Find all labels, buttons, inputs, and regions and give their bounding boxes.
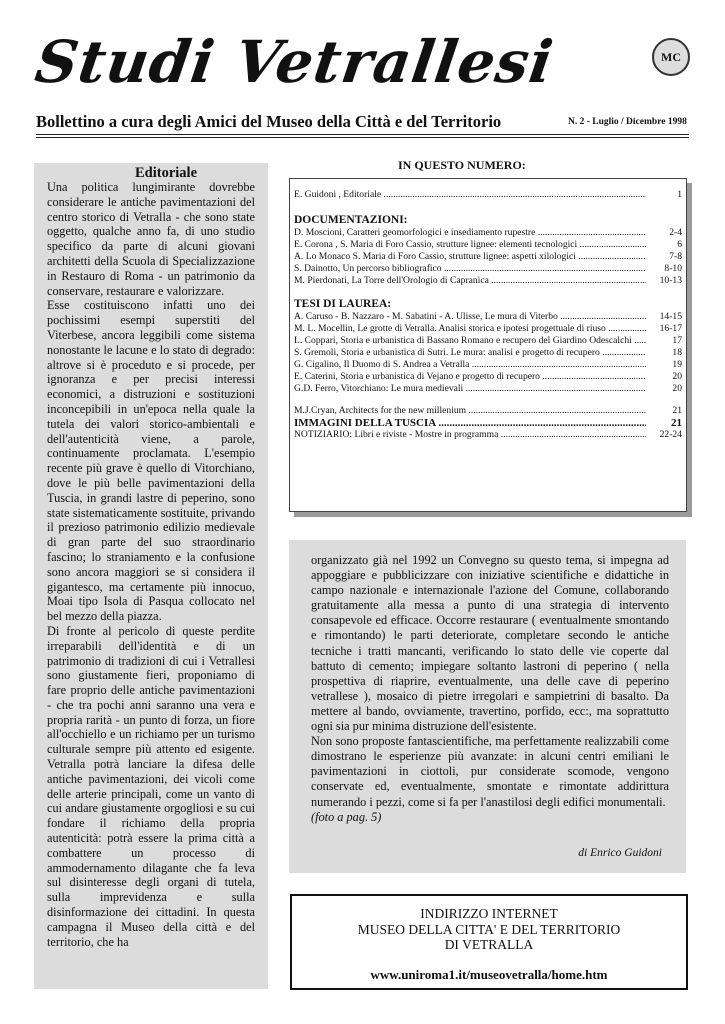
toc-page: 6 [677, 239, 682, 250]
toc-entry: IMMAGINI DELLA TUSCIA ..... [294, 417, 646, 429]
author-signature: di Enrico Guidoni [578, 847, 662, 859]
continuation-body [311, 553, 669, 825]
toc-page: 22-24 [659, 429, 682, 440]
toc-title: IN QUESTO NUMERO: [398, 158, 526, 172]
internet-address-box [290, 894, 688, 990]
toc-row [290, 347, 686, 359]
toc-row [290, 239, 686, 251]
editorial-paragraph: Una politica lungimirante dovrebbe considerare le antiche pavimentazioni del centro storico di Vetralla - che sono state oggetto, qualche anno fa, di uno studio specifico da parte di alcuni giovani architetti della Scuola di Specializzazione in Restauro di Roma - un patrimonio da conservare, restaurare e valorizzare. [47, 180, 255, 298]
masthead-title: Studi Vetrallesi [31, 28, 558, 96]
editorial-heading: Editoriale [134, 165, 198, 181]
address-line: DI VETRALLA [444, 937, 534, 952]
toc-page: 20 [672, 371, 682, 382]
editorial-paragraph: Esse costituiscono infatti uno dei pochissimi esempi superstiti del Viterbese, ancora leggibili come sistema nonostante le lacune e lo stato di degrado: altrove si è proceduto e si procede, per ignoranza e per precisi interessi economici, a distruzioni e sostituzioni inconcepibili in un'epoca nella quale la tutela dei valori storico-ambientali e dell'autenticità viene, a parole, continuamente proclamata. L'esempio recente più grave è quello di Vitorchiano, dove le più belle pavimentazioni della Tuscia, in grandi lastre di peperino, sono state sistematicamente sostituite, privando il prezioso patrimonio edilizio medievale di gran parte del suo straordinario fascino; lo straniamento e la confusione sono ancora maggiori se si considera il gigantesco, ma certamente più innocuo, Moai tipo Isola di Pasqua collocato nel bel mezzo della piazza. [47, 298, 255, 624]
toc-row [290, 227, 686, 239]
toc-page: 14-15 [659, 311, 682, 322]
toc-row [290, 371, 686, 383]
table-of-contents [289, 178, 687, 512]
toc-page: 18 [672, 347, 682, 358]
toc-entry: D. Moscioni, Caratteri geomorfologici e insediamento rupestre ..... [294, 227, 646, 239]
toc-row [290, 383, 686, 395]
photo-note: (foto a pag. 5) [311, 809, 382, 824]
toc-page: 17 [672, 335, 682, 346]
toc-row [290, 405, 686, 417]
toc-row [290, 359, 686, 371]
toc-page: 8-10 [664, 263, 682, 274]
toc-entry: M. Pierdonati, La Torre dell'Orologio di Capranica ..... [294, 275, 646, 287]
address-line: MUSEO DELLA CITTA' E DEL TERRITORIO [357, 921, 621, 937]
address-line: INDIRIZZO INTERNET [420, 906, 558, 921]
toc-page: 16-17 [659, 323, 682, 334]
toc-row [290, 263, 686, 275]
header-rule [36, 134, 689, 135]
toc-row [290, 275, 686, 287]
toc-entry: M.J.Cryan, Architects for the new millenium ..... [294, 405, 646, 417]
toc-entry: NOTIZIARIO: Libri e riviste - Mostre in programma ..... [294, 429, 646, 441]
editorial-continuation [289, 540, 686, 873]
toc-entry: E. Corona , S. Maria di Foro Cassio, strutture lignee: elementi tecnologici ..... [294, 239, 646, 251]
editorial-paragraph: Di fronte al pericolo di queste perdite irreparabili dell'identità e di un patrimonio di tradizioni di cui i Vetrallesi sono giustamente fieri, proponiamo di fare proprio delle antiche pavimentazioni - che tra pochi anni saranno una vera e propria rarità - un punto di forza, un fiore all'occhiello e un richiamo per un turismo culturale sempre più attento ed esigente. Vetralla potrà lanciare la difesa delle antiche pavimentazioni, dei vicoli come delle arterie principali, come un vanto di cui andare giustamente orgogliosi e su cui fondare il richiamo della propria autenticità: potrà essere la prima città a combattere un processo di ammodernamento dilagante che fa leva sul disinteresse degli organi di tutela, sulla imprevidenza e sulla disinformazione dei cittadini. In questa campagna il Museo della città e del territorio, che ha [47, 623, 255, 949]
toc-row [290, 429, 686, 441]
toc-row [290, 251, 686, 263]
toc-page: 21 [672, 405, 682, 416]
toc-entry: G. Cigalino, Il Duomo di S. Andrea a Vetralla ..... [294, 359, 646, 371]
toc-entry: E. Caterini, Storia e urbanistica di Vejano e progetto di recupero ..... [294, 371, 646, 383]
toc-page: 21 [671, 417, 682, 429]
toc-page: 2-4 [669, 227, 682, 238]
toc-entry: M. L. Mocellin, Le grotte di Vetralla. Analisi storica e ipotesi progettuale di riuso ..... [294, 323, 646, 335]
museum-logo: MC [652, 38, 690, 76]
toc-entry: S. Gremoli, Storia e urbanistica di Sutri. Le mura: analisi e progetto di recupero ..... [294, 347, 646, 359]
bulletin-subtitle: Bollettino a cura degli Amici del Museo della Città e del Territorio [36, 112, 502, 131]
toc-section-heading: TESI DI LAUREA: [294, 298, 392, 310]
toc-row [290, 323, 686, 335]
toc-page: 7-8 [669, 251, 682, 262]
toc-row [290, 189, 686, 201]
continuation-paragraph: organizzato già nel 1992 un Convegno su questo tema, si impegna ad appoggiare e pubblicizzare con iniziative scientifiche e didattiche in campo nazionale e internazionale l'azione del Comune, collaborando gratuitamente alla messa a punto di una strategia di intervento consapevole ed efficace. Occorre restaurare ( eventualmente smontando e rimontando) le parti deteriorate, completare secondo le antiche tecniche i tratti mancanti, verificando lo stato delle vie coperte dal battuto di cemento; impiegare soltanto lastroni di peperino ( nella prospettiva di riaprire, eventualmente, una delle cave di peperino vetrallese ), mosaico di pietre irregolari e sampietrini di basalto. Da mettere al bando, ovviamente, travertino, porfido, ecc:, ma soprattutto ogni sia pur minima distruzione dell'esistente. [311, 553, 669, 734]
continuation-paragraph: Non sono proposte fantascientifiche, ma perfettamente realizzabili come dimostrano le esperienze più avanzate: in alcuni centri emiliani le pavimentazioni in ciottoli, pur considerate scomode, vengono conservate ed, eventualmente, smontate e rimontate addirittura numerando i pezzi, come si fa per l'anastilosi degli edifici monumentali. [311, 734, 669, 809]
toc-row [290, 417, 686, 429]
toc-page: 19 [672, 359, 682, 370]
toc-page: 10-13 [659, 275, 682, 286]
toc-entry: G.D. Ferro, Vitorchiano: Le mura medievali ..... [294, 383, 646, 395]
toc-page: 1 [677, 189, 682, 200]
toc-entry: S. Dainotto, Un percorso bibliografico ..... [294, 263, 646, 275]
toc-row [290, 311, 686, 323]
issue-number: N. 2 - Luglio / Dicembre 1998 [568, 117, 687, 127]
website-link[interactable]: www.uniroma1.it/museovetralla/home.htm [370, 966, 608, 982]
toc-row [290, 335, 686, 347]
toc-entry: A. Caruso - B. Nazzaro - M. Sabatini - A. Ulisse, Le mura di Viterbo ..... [294, 311, 646, 323]
header-rule-2 [36, 137, 689, 138]
toc-section-heading: DOCUMENTAZIONI: [294, 214, 408, 226]
editorial-body [47, 180, 255, 949]
toc-entry: A. Lo Monaco S. Maria di Foro Cassio, strutture lignee: aspetti xilologici ..... [294, 251, 646, 263]
toc-entry: E. Guidoni , Editoriale ..... [294, 189, 646, 201]
toc-entry: L. Coppari, Storia e urbanistica di Bassano Romano e recupero del Giardino Odescalchi ..... [294, 335, 646, 347]
editorial-column [34, 163, 268, 989]
toc-page: 20 [672, 383, 682, 394]
